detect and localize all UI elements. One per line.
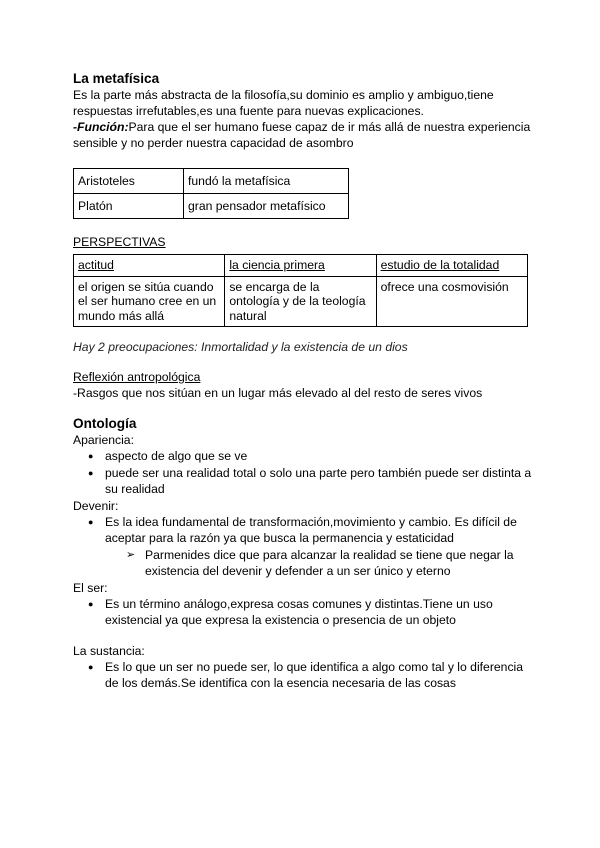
list-item: ● puede ser una realidad total o solo una parte pero también puede ser distinta a su realidad [73,465,533,498]
list-item: ● Es un término análogo,expresa cosas comunes y distintas.Tiene un uso existencial ya que expresa la existencia o presencia de un objeto [73,596,533,629]
table-cell: fundó la metafísica [184,169,349,194]
ser-label: El ser: [73,580,108,595]
table-cell: Platón [74,194,184,219]
ontologia-heading: Ontología [73,416,137,431]
sustancia-label: La sustancia: [73,643,145,658]
table-header: la ciencia primera [225,255,376,277]
funcion-label: -Función: [73,120,129,134]
perspectivas-table [73,254,528,327]
table-header: estudio de la totalidad [376,255,527,277]
document-page [73,70,533,692]
list-item: ● aspecto de algo que se ve [73,448,533,465]
preocupaciones-text: Hay 2 preocupaciones: Inmortalidad y la existencia de un dios [73,340,408,354]
devenir-label: Devenir: [73,498,119,513]
devenir-list [73,514,533,580]
table-cell: Aristoteles [74,169,184,194]
page-title: La metafísica [73,71,160,86]
table-header: actitud [74,255,225,277]
table-cell: ofrece una cosmovisión [376,276,527,327]
list-item: ● Es lo que un ser no puede ser, lo que identifica a algo como tal y lo diferencia de los demás.Se identifica con la esencia necesaria de las cosas [73,659,533,692]
table-row [74,276,528,327]
table-cell: gran pensador metafísico [184,194,349,219]
table-header-row [74,255,528,277]
reflexion-text: -Rasgos que nos sitúan en un lugar más elevado al del resto de seres vivos [73,386,483,400]
intro-paragraph: Es la parte más abstracta de la filosofía,su dominio es amplio y ambiguo,tiene respuestas irrefutables,es una fuente para nuevas explicaciones. [73,88,494,118]
philosophers-table [73,168,349,219]
ser-list [73,596,533,629]
sustancia-list [73,659,533,692]
table-row [74,194,349,219]
perspectivas-heading: PERSPECTIVAS [73,235,166,249]
list-item: ● Es la idea fundamental de transformación,movimiento y cambio. Es difícil de aceptar para la razón ya que busca la permanencia y estaticidad [73,514,533,547]
table-cell: se encarga de la ontología y de la teología natural [225,276,376,327]
table-row [74,169,349,194]
reflexion-heading: Reflexión antropológica [73,370,201,384]
table-cell: el origen se sitúa cuando el ser humano cree en un mundo más allá [74,276,225,327]
apariencia-list [73,448,533,498]
funcion-text: Para que el ser humano fuese capaz de ir más allá de nuestra experiencia sensible y no perder nuestra capacidad de asombro [73,120,531,150]
sub-list-item: ➢ Parmenides dice que para alcanzar la realidad se tiene que negar la existencia del devenir y defender a un ser único y eterno [73,547,533,580]
funcion-paragraph [73,119,533,151]
apariencia-label: Apariencia: [73,433,134,447]
